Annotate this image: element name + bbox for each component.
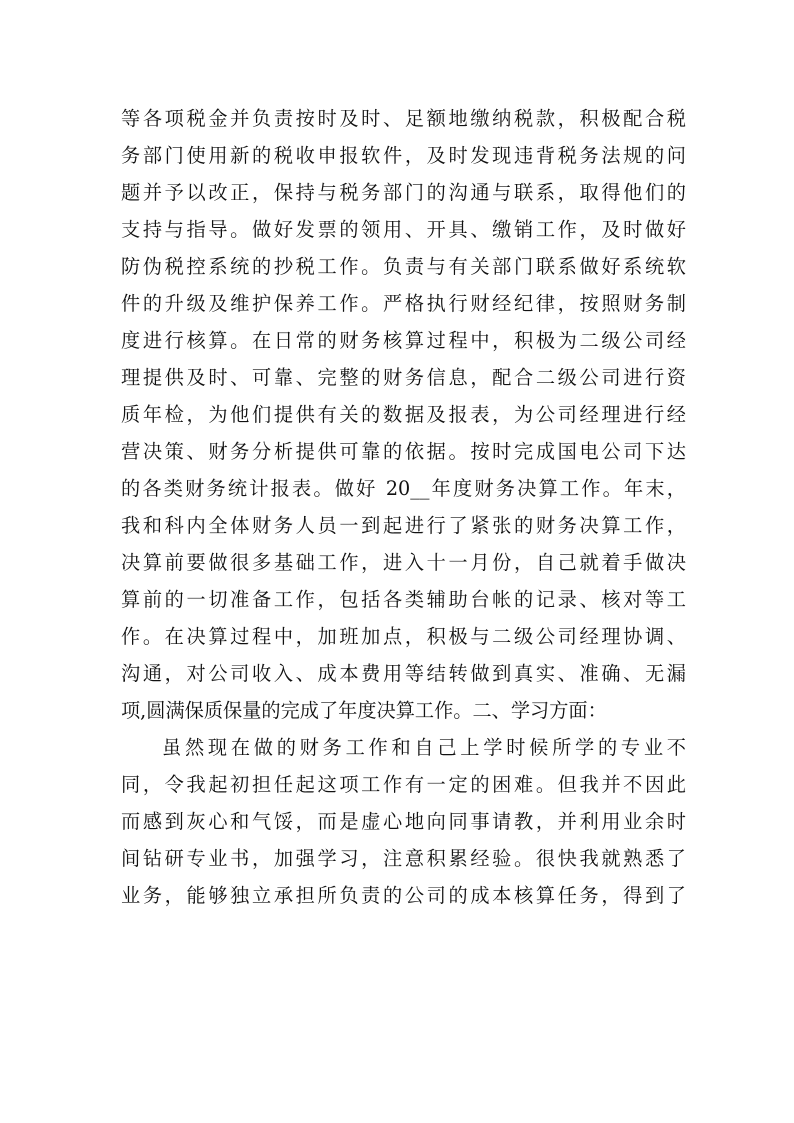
text-line: 业务，能够独立承担所负责的公司的成本核算任务，得到了: [121, 884, 686, 907]
text-line: 的各类财务统计报表。做好 20__年度财务决算工作。年末，: [121, 477, 686, 500]
paragraph-learning: [121, 729, 686, 914]
text-line: 务部门使用新的税收申报软件，及时发现违背税务法规的问: [121, 144, 686, 167]
text-line: 沟通，对公司收入、成本费用等结转做到真实、准确、无漏: [121, 662, 686, 685]
text-line: 间钻研专业书，加强学习，注意积累经验。很快我就熟悉了: [121, 847, 686, 870]
text-line: 支持与指导。做好发票的领用、开具、缴销工作，及时做好: [121, 218, 686, 241]
text-line: 度进行核算。在日常的财务核算过程中，积极为二级公司经: [121, 329, 686, 352]
text-line: 而感到灰心和气馁，而是虚心地向同事请教，并利用业余时: [121, 810, 686, 833]
text-line: 等各项税金并负责按时及时、足额地缴纳税款，积极配合税: [121, 107, 686, 130]
text-line: 虽然现在做的财务工作和自己上学时候所学的专业不: [162, 736, 686, 759]
text-line: 我和科内全体财务人员一到起进行了紧张的财务决算工作，: [121, 514, 686, 537]
text-line: 理提供及时、可靠、完整的财务信息，配合二级公司进行资: [121, 366, 686, 389]
text-line: 题并予以改正，保持与税务部门的沟通与联系，取得他们的: [121, 181, 686, 204]
text-line: 营决策、财务分析提供可靠的依据。按时完成国电公司下达: [121, 440, 686, 463]
text-line: 决算前要做很多基础工作，进入十一月份，自己就着手做决: [121, 551, 686, 574]
text-line: 件的升级及维护保养工作。严格执行财经纪律，按照财务制: [121, 292, 686, 315]
text-line: 项,圆满保质保量的完成了年度决算工作。二、学习方面：: [121, 699, 607, 722]
paragraph-work-duties: [121, 100, 686, 729]
text-line: 作。在决算过程中，加班加点，积极与二级公司经理协调、: [121, 625, 686, 648]
text-line: 同，令我起初担任起这项工作有一定的困难。但我并不因此: [121, 773, 686, 796]
text-line: 质年检，为他们提供有关的数据及报表，为公司经理进行经: [121, 403, 686, 426]
text-line: 算前的一切准备工作，包括各类辅助台帐的记录、核对等工: [121, 588, 686, 611]
text-line: 防伪税控系统的抄税工作。负责与有关部门联系做好系统软: [121, 255, 686, 278]
body-text: [121, 100, 686, 914]
